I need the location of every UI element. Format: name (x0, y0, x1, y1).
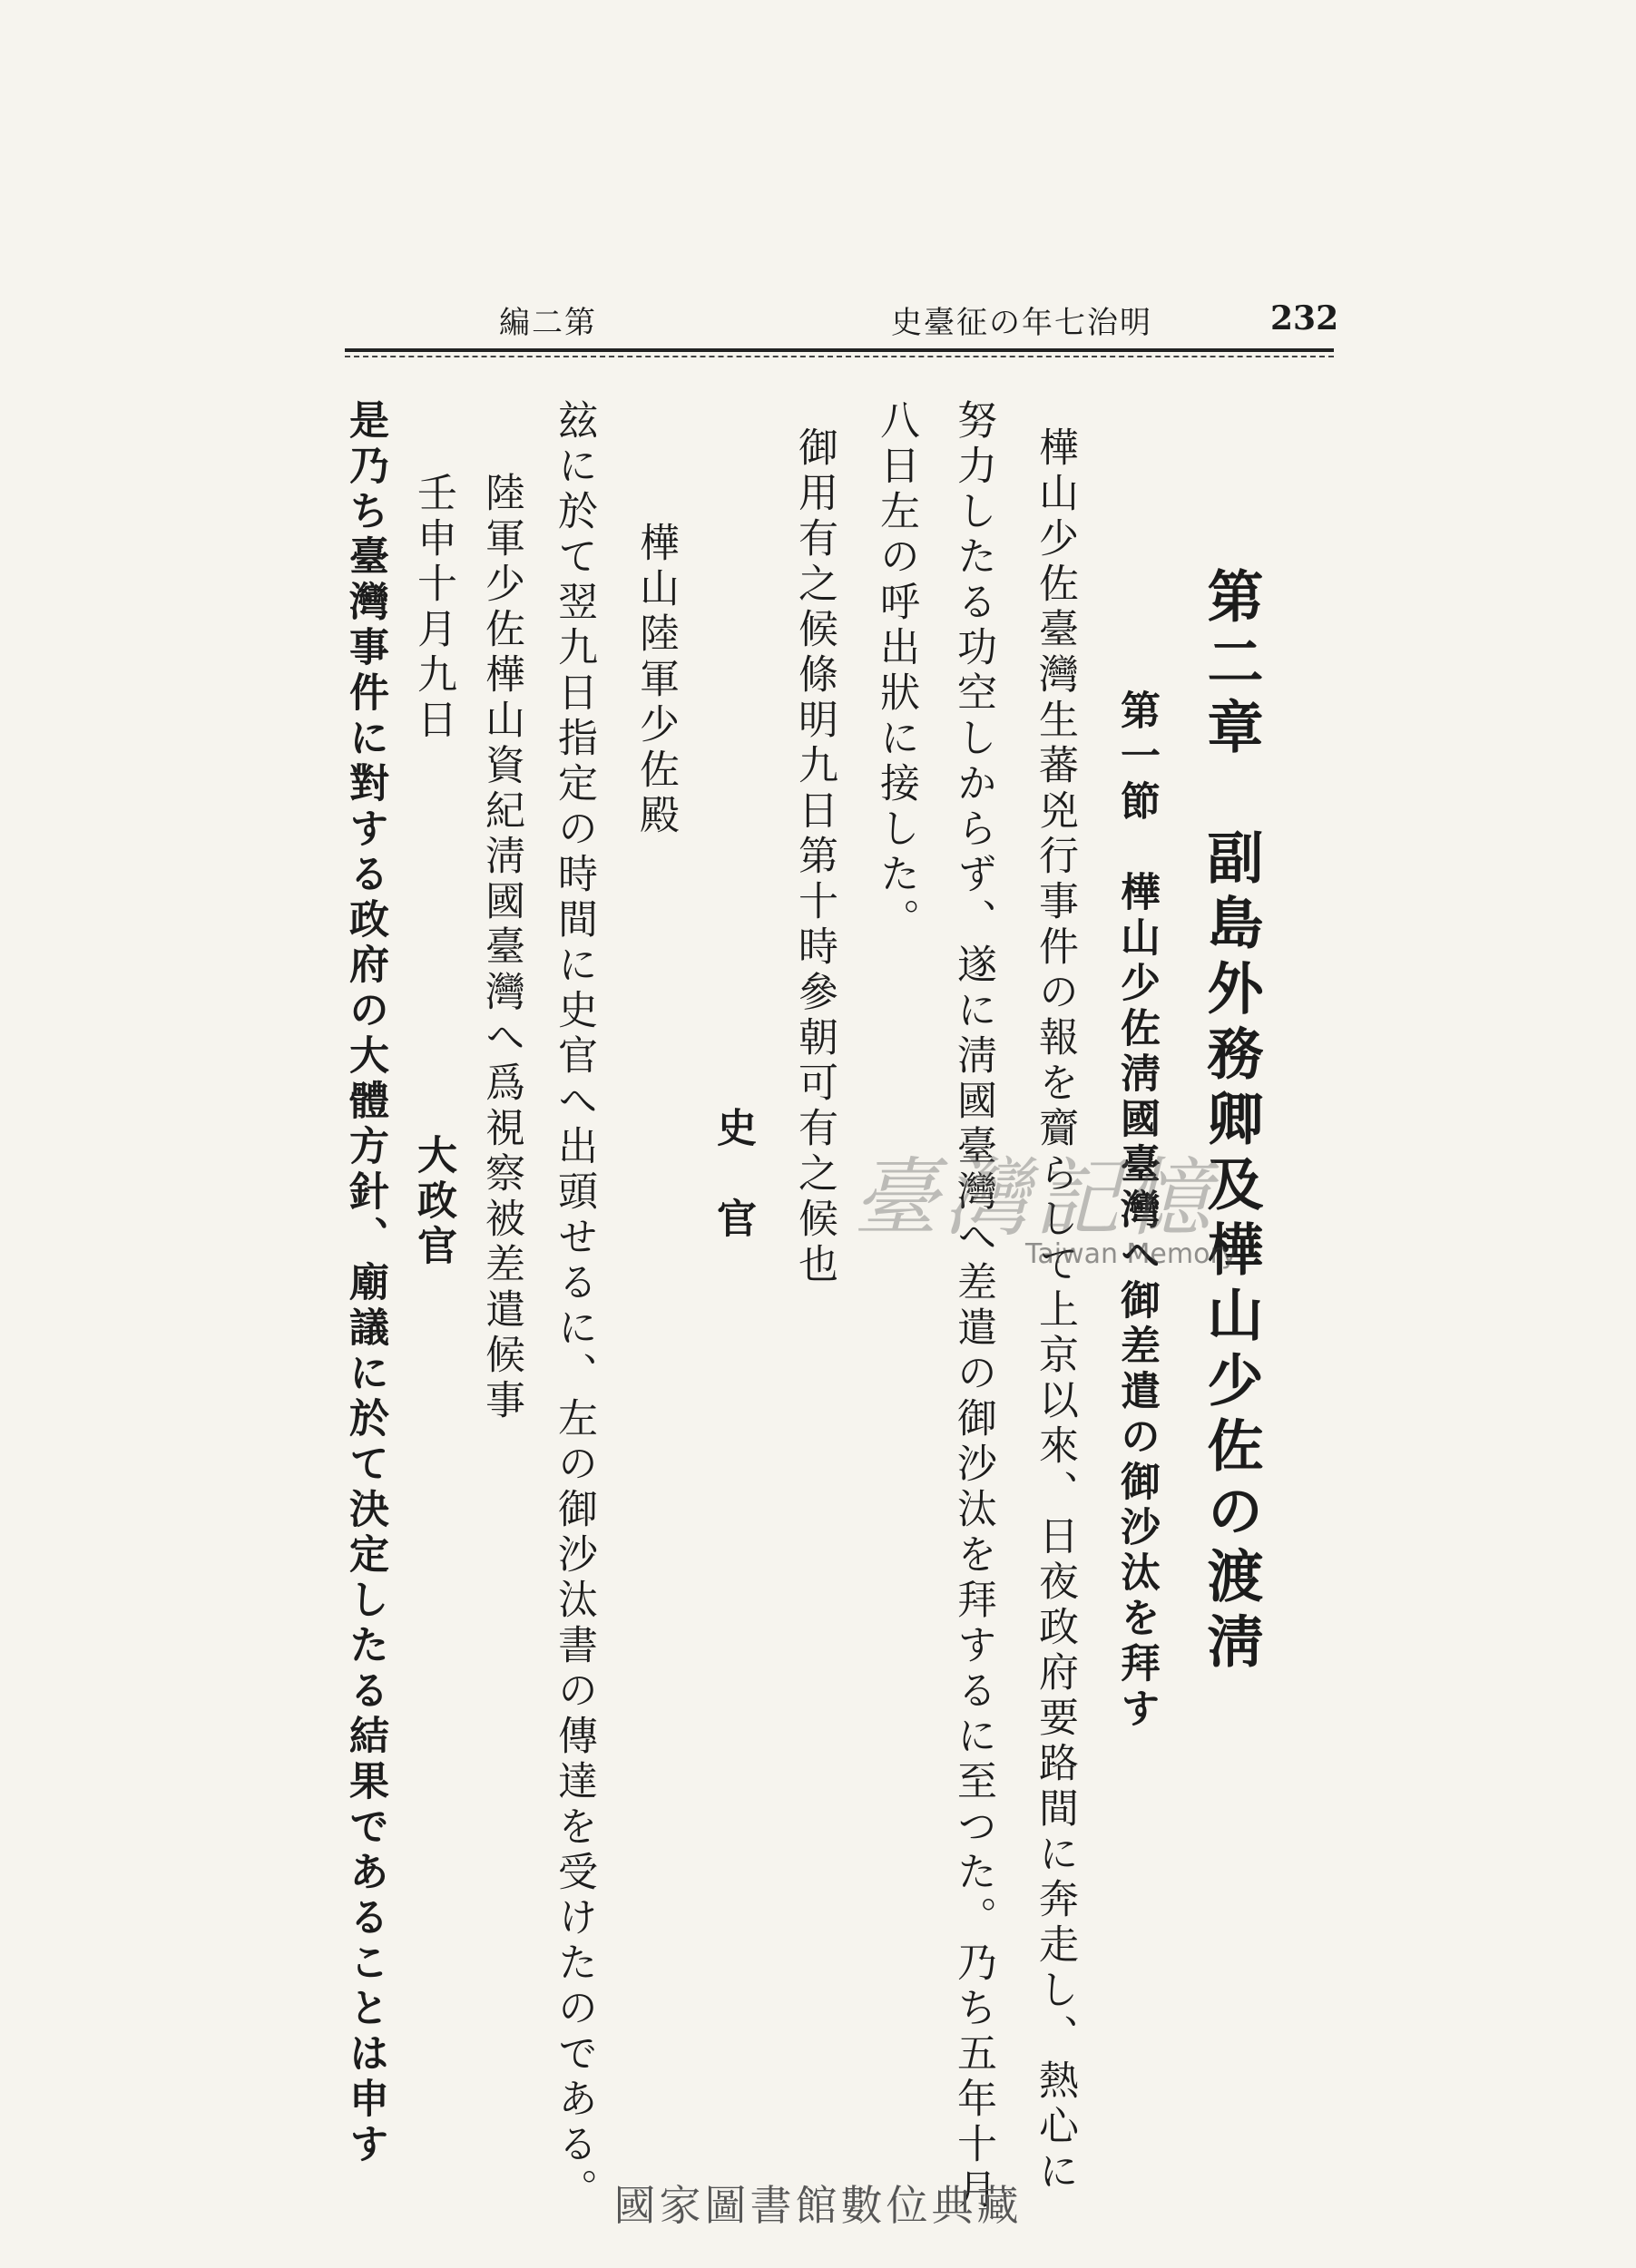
running-title: 明治七年の征臺史 (891, 305, 1152, 341)
page-number: 232 (1270, 299, 1339, 337)
order-date: 壬申十月九日 (410, 472, 456, 744)
chapter-title: 第二章 副島外務卿及樺山少佐の渡淸 (1198, 567, 1264, 1677)
running-head (499, 298, 1152, 342)
page-footer: 國家圖書館數位典藏 (613, 2181, 1023, 2230)
section-title: 第一節 樺山少佐淸國臺灣へ御差遣の御沙汰を拜す (1113, 689, 1160, 1733)
summons-text: 御用有之候條明九日第十時參朝可有之候也 (791, 426, 838, 1288)
order-text: 陸軍少佐樺山資紀淸國臺灣へ爲視察被差遣候事 (478, 472, 524, 1424)
paragraph-3-line-1: 是乃ち臺灣事件に對する政府の大體方針、廟議に於て決定したる結果であることは申す (342, 399, 388, 2168)
order-sender: 大政官 (410, 1134, 456, 1270)
header-rule-wavy (345, 356, 1334, 357)
header-rule (345, 348, 1334, 352)
summons-sender: 史 官 (710, 1107, 756, 1243)
paragraph-2-line-1: 玆に於て翌九日指定の時間に史官へ出頭せるに、左の御沙汰書の傳達を受けたのである。 (551, 399, 597, 2214)
summons-addressee: 樺山陸軍少佐殿 (632, 522, 679, 839)
paragraph-1-line-3: 八日左の呼出狀に接した。 (873, 399, 919, 943)
paragraph-1-line-1: 樺山少佐臺灣生蕃兇行事件の報を齎らして上京以來、日夜政府要路間に奔走し、熱心に (1032, 426, 1078, 2195)
paragraph-1-line-2: 努力したる功空しからず、遂に淸國臺灣へ差遣の御沙汰を拜するに至つた。乃ち五年十月 (950, 399, 996, 2214)
watermark-logo: 臺灣記憶 (852, 1149, 1216, 1248)
part-label: 第二編 (499, 305, 597, 341)
watermark-logo-english: Taiwan Memory (1025, 1238, 1238, 1270)
